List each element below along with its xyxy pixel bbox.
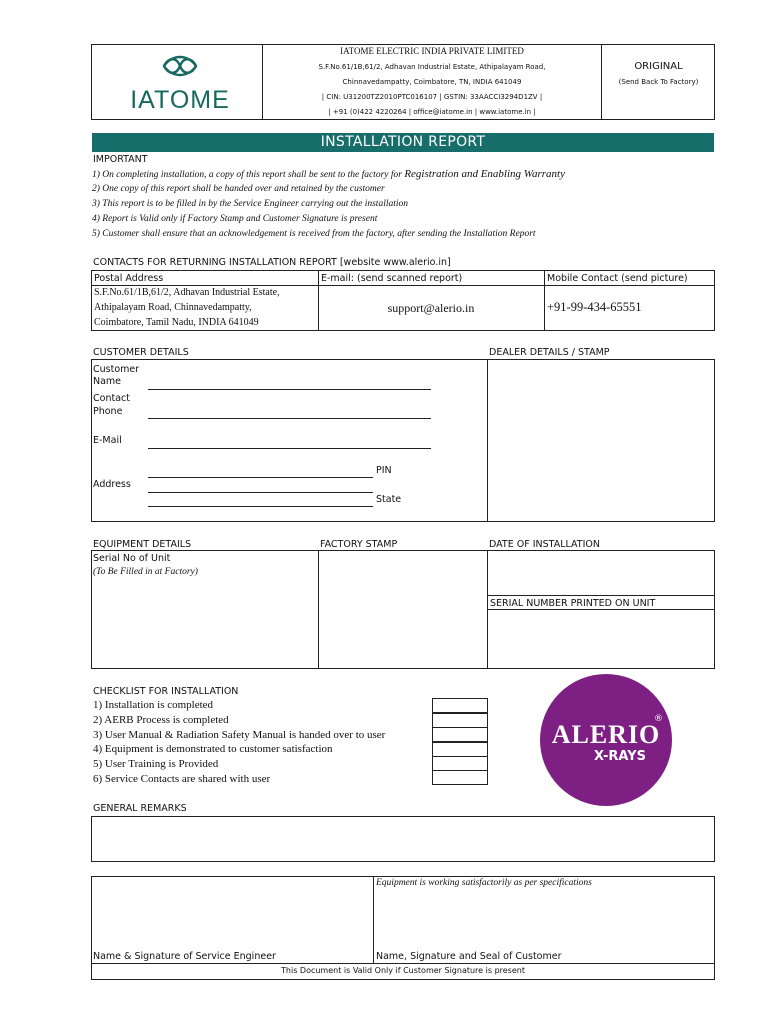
company-address-line1: S.F.No.61/1B,61/2, Adhavan Industrial Estate, Athipalayam Road, — [318, 63, 546, 71]
customer-phone-label-2: Phone — [93, 406, 123, 417]
signature-box — [91, 876, 715, 980]
contacts-postal-line2: Athipalayam Road, Chinnavedampatty, — [94, 302, 252, 313]
signature-divider — [373, 876, 374, 964]
important-item-1 — [92, 168, 565, 180]
serial-label: Serial No of Unit — [93, 553, 171, 564]
customer-address-label: Address — [93, 479, 131, 490]
checklist-box-5[interactable] — [432, 756, 488, 771]
customer-signature-label[interactable]: Name, Signature and Seal of Customer — [376, 951, 562, 962]
serial-printed-heading: SERIAL NUMBER PRINTED ON UNIT — [490, 598, 656, 609]
page-title: INSTALLATION REPORT — [320, 134, 486, 150]
customer-address-field-3[interactable] — [148, 506, 373, 507]
checklist-item-5: 5) User Training is Provided — [93, 758, 219, 770]
copy-note: (Send Back To Factory) — [618, 78, 699, 86]
customer-pin-label: PIN — [376, 465, 392, 476]
checklist-box-3[interactable] — [432, 727, 488, 742]
contacts-email: support@alerio.in — [387, 301, 475, 315]
contacts-col-divider-2 — [544, 270, 545, 331]
important-item-1-suffix: Registration and Enabling Warranty — [404, 168, 565, 180]
customer-heading: CUSTOMER DETAILS — [93, 347, 189, 358]
important-item-2: 2) One copy of this report shall be handed over and retained by the customer — [92, 184, 385, 194]
date-heading: DATE OF INSTALLATION — [489, 539, 600, 550]
checklist-box-1[interactable] — [432, 698, 488, 713]
checklist-box-4[interactable] — [432, 742, 488, 757]
copy-label: ORIGINAL — [634, 61, 683, 72]
checklist-item-1: 1) Installation is completed — [93, 699, 214, 711]
important-item-1-text: 1) On completing installation, a copy of this report shall be sent to the factory for — [92, 170, 402, 180]
engineer-signature-label[interactable]: Name & Signature of Service Engineer — [93, 951, 276, 962]
contacts-col-email: E-mail: (send scanned report) — [321, 273, 463, 284]
customer-phone-field[interactable] — [148, 418, 431, 419]
customer-email-field[interactable] — [148, 448, 431, 449]
contacts-postal-line1: S.F.No.61/1B,61/2, Adhavan Industrial Estate, — [94, 287, 280, 298]
customer-address-field-2[interactable] — [148, 492, 373, 493]
company-logo — [110, 52, 250, 116]
important-item-3: 3) This report is to be filled in by the Service Engineer carrying out the installation — [92, 199, 409, 209]
customer-phone-label-1: Contact — [93, 393, 130, 404]
contacts-mobile: +91-99-434-65551 — [547, 300, 642, 314]
company-ids: | CIN: U31200TZ2010PTC016107 | GSTIN: 33AACCI3294D1ZV | — [321, 93, 543, 101]
company-contact: | +91 (0)422 4220264 | office@iatome.in | www.iatome.in | — [328, 108, 536, 116]
customer-state-label: State — [376, 494, 402, 505]
company-address-line2: Chinnavedampatty, Coimbatore, TN, INDIA 641049 — [342, 78, 522, 86]
validity-footer: This Document is Valid Only if Customer Signature is present — [281, 966, 525, 975]
checklist-heading: CHECKLIST FOR INSTALLATION — [93, 686, 239, 697]
equipment-divider-1 — [318, 550, 319, 669]
alerio-logo-reg: ® — [654, 714, 663, 724]
customer-box — [91, 359, 715, 522]
checklist-item-4: 4) Equipment is demonstrated to customer satisfaction — [93, 743, 333, 755]
customer-name-label-2: Name — [93, 376, 122, 387]
checklist-item-6: 6) Service Contacts are shared with user — [93, 773, 271, 785]
checklist-box-2[interactable] — [432, 713, 488, 728]
customer-dealer-divider — [487, 359, 488, 522]
contacts-header-rule — [91, 285, 715, 286]
checklist-item-3: 3) User Manual & Radiation Safety Manual is handed over to user — [93, 729, 386, 741]
equipment-heading: EQUIPMENT DETAILS — [93, 539, 192, 550]
important-item-5: 5) Customer shall ensure that an acknowledgement is received from the factory, after sending the Installation Report — [92, 229, 536, 239]
serial-note: (To Be Filled in at Factory) — [93, 567, 198, 577]
customer-name-field[interactable] — [148, 389, 431, 390]
contacts-col-postal: Postal Address — [94, 273, 164, 284]
contacts-heading: CONTACTS FOR RETURNING INSTALLATION REPORT [website www.alerio.in] — [93, 257, 451, 268]
company-name: IATOME ELECTRIC INDIA PRIVATE LIMITED — [340, 46, 524, 56]
contacts-postal-line3: Coimbatore, Tamil Nadu, INDIA 641049 — [94, 317, 259, 328]
important-item-4: 4) Report is Valid only if Factory Stamp and Customer Signature is present — [92, 214, 378, 224]
serial-printed-rule — [487, 609, 715, 610]
important-heading: IMPORTANT — [93, 154, 148, 165]
contacts-col-mobile: Mobile Contact (send picture) — [547, 273, 688, 284]
customer-email-label: E-Mail — [93, 435, 122, 446]
alerio-logo-sub: X-RAYS — [594, 749, 646, 764]
alerio-logo — [540, 674, 672, 806]
customer-address-field-1[interactable] — [148, 477, 373, 478]
checklist-item-2: 2) AERB Process is completed — [93, 714, 229, 726]
remarks-heading: GENERAL REMARKS — [93, 803, 187, 814]
satisfaction-statement: Equipment is working satisfactorily as per specifications — [376, 878, 592, 888]
logo-text: IATOME — [130, 86, 230, 114]
remarks-field[interactable] — [91, 816, 715, 862]
title-bar — [92, 133, 714, 152]
alerio-logo-name: ALERIO — [551, 720, 661, 749]
customer-name-label-1: Customer — [93, 364, 140, 375]
factory-stamp-heading: FACTORY STAMP — [320, 539, 398, 550]
dealer-heading: DEALER DETAILS / STAMP — [489, 347, 610, 358]
checklist-box-6[interactable] — [432, 770, 488, 785]
signature-footer-rule — [91, 963, 715, 964]
date-field-bottom — [487, 595, 715, 596]
